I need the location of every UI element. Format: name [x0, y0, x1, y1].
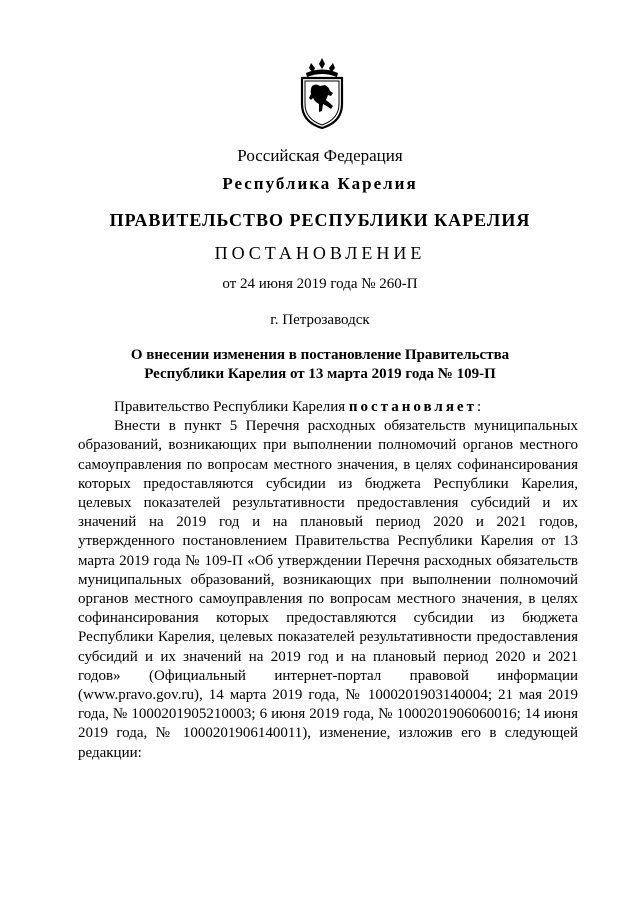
document-body	[78, 398, 578, 763]
body-paragraph: Внести в пункт 5 Перечня расходных обязательств муниципальных образований, возникающих при выполнении полномочий органов местного самоуправления по вопросам местного значения, в целях софинансирования которых предоставляются субсидии из бюджета Республики Карелия, целевых показателей результативности предоставления субсидий и их значений на 2019 год и на плановый период 2020 и 2021 годов, утвержденного постановлением Правительства Республики Карелия от 13 марта 2019 года № 109-П «Об утверждении Перечня расходных обязательств муниципальных образований, возникающих при выполнении полномочий органов местного самоуправления по вопросам местного значения, в целях софинансирования которых предоставляются субсидии из бюджета Республики Карелия, целевых показателей результативности предоставления субсидий и их значений на 2019 год и на плановый период 2020 и 2021 годов» (Официальный интернет-портал правовой информации (www.pravo.gov.ru), 14 марта 2019 года, № 1000201903140004; 21 мая 2019 года, № 1000201905210003; 6 июня 2019 года, № 1000201906060016; 14 июня 2019 года, № 1000201906140011), изменение, изложив его в следующей редакции:	[78, 418, 578, 761]
document-date-number: от 24 июня 2019 года № 260-П	[222, 276, 418, 292]
title-line-1: О внесении изменения в постановление Правительства	[130, 347, 510, 363]
document-title	[0, 346, 640, 384]
document-city: г. Петрозаводск	[270, 312, 370, 328]
karelia-coat-of-arms-icon	[298, 56, 346, 130]
document-type: ПОСТАНОВЛЕНИЕ	[214, 243, 426, 263]
intro-end: :	[476, 399, 482, 415]
decree-word: постановляет	[348, 399, 477, 415]
republic-name: Республика Карелия	[222, 174, 418, 193]
country-name: Российская Федерация	[237, 146, 403, 165]
title-line-2: Республики Карелия от 13 марта 2019 года № 109-П	[144, 366, 496, 382]
government-name: ПРАВИТЕЛЬСТВО РЕСПУБЛИКИ КАРЕЛИЯ	[109, 210, 531, 230]
body-intro	[78, 398, 578, 417]
intro-text: Правительство Республики Карелия	[114, 399, 349, 415]
